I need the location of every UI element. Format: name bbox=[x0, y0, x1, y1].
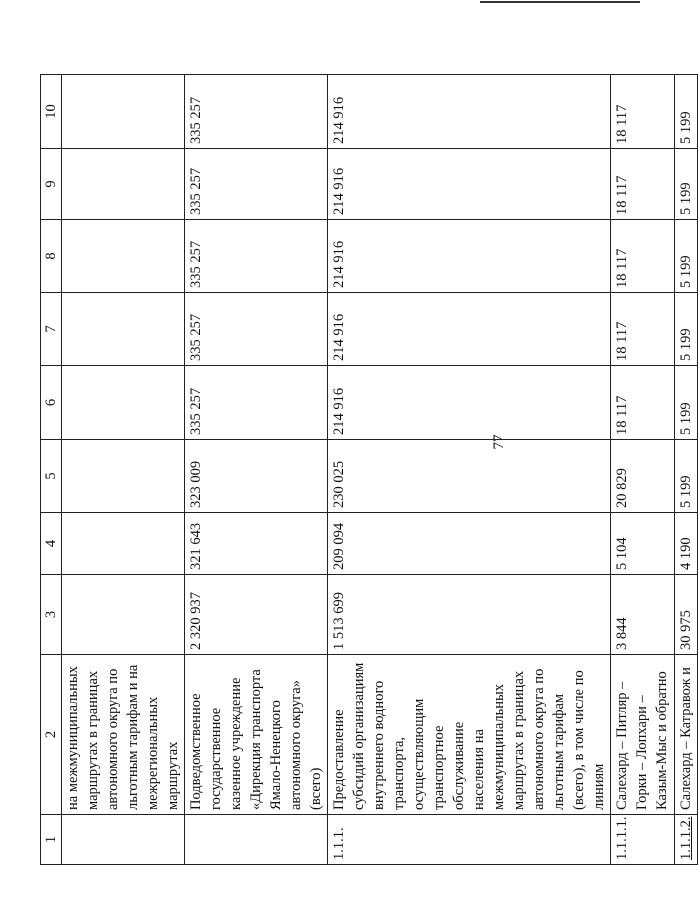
cell-value: 3 844 bbox=[611, 575, 675, 655]
cell-value: 321 643 bbox=[185, 513, 328, 575]
col-header: 7 bbox=[41, 293, 62, 366]
col-header: 9 bbox=[41, 149, 62, 220]
row-name: Салехард – Питляр – Горки – Лопхари – Казым-Мыс и обратно bbox=[611, 655, 675, 815]
cell-value: 335 257 bbox=[185, 220, 328, 293]
page-number: 77 bbox=[491, 434, 507, 450]
cell-value: 214 916 bbox=[328, 366, 611, 440]
cell-value: 4 190 bbox=[675, 513, 698, 575]
cell-value: 18 117 bbox=[611, 149, 675, 220]
cell-value: 323 009 bbox=[185, 440, 328, 513]
cell-value: 214 916 bbox=[328, 149, 611, 220]
cell-value: 209 094 bbox=[328, 513, 611, 575]
table-row bbox=[62, 75, 185, 865]
cell-value: 20 829 bbox=[611, 440, 675, 513]
cell-value: 230 025 bbox=[328, 440, 611, 513]
col-header: 10 bbox=[41, 75, 62, 149]
row-name: Предоставление субсидий организациям внутреннего водного транспорта, осуществляющим транспортное обслуживание населения на межмуниципальных маршрутах в границах автономного округа по льготным тарифам (всего), в том числе по линиям bbox=[328, 655, 611, 815]
cell-value: 1 513 699 bbox=[328, 575, 611, 655]
cell-value: 18 117 bbox=[611, 220, 675, 293]
cell-value: 335 257 bbox=[185, 149, 328, 220]
cell-value bbox=[62, 75, 185, 149]
row-code bbox=[185, 815, 328, 865]
row-code: 1.1.1.1. bbox=[611, 815, 675, 865]
cell-value: 214 916 bbox=[328, 220, 611, 293]
header-rule bbox=[480, 1, 640, 3]
cell-value: 5 199 bbox=[675, 220, 698, 293]
cell-value bbox=[62, 440, 185, 513]
row-code bbox=[62, 815, 185, 865]
cell-value: 2 320 937 bbox=[185, 575, 328, 655]
col-header: 8 bbox=[41, 220, 62, 293]
header-row bbox=[41, 75, 62, 865]
rotated-table-wrapper bbox=[40, 75, 694, 865]
cell-value bbox=[62, 293, 185, 366]
cell-value: 335 257 bbox=[185, 366, 328, 440]
cell-value bbox=[62, 575, 185, 655]
cell-value bbox=[62, 220, 185, 293]
row-name: Подведомственное государственное казенное учреждение «Дирекция транспорта Ямало-Ненецкого автономного округа» (всего) bbox=[185, 655, 328, 815]
budget-table bbox=[40, 74, 698, 865]
table-row bbox=[675, 75, 698, 865]
col-header: 3 bbox=[41, 575, 62, 655]
cell-value: 214 916 bbox=[328, 75, 611, 149]
row-name: на межмуниципальных маршрутах в границах автономного округа по льготным тарифам и на межрегиональных маршрутах bbox=[62, 655, 185, 815]
cell-value: 214 916 bbox=[328, 293, 611, 366]
cell-value: 335 257 bbox=[185, 75, 328, 149]
cell-value: 18 117 bbox=[611, 293, 675, 366]
cell-value bbox=[62, 366, 185, 440]
col-header: 1 bbox=[41, 815, 62, 865]
cell-value bbox=[62, 513, 185, 575]
cell-value: 335 257 bbox=[185, 293, 328, 366]
cell-value: 5 199 bbox=[675, 440, 698, 513]
table-row bbox=[328, 75, 611, 865]
cell-value: 5 199 bbox=[675, 149, 698, 220]
cell-value: 18 117 bbox=[611, 366, 675, 440]
row-code: 1.1.1. bbox=[328, 815, 611, 865]
col-header: 4 bbox=[41, 513, 62, 575]
col-header: 5 bbox=[41, 440, 62, 513]
cell-value bbox=[62, 149, 185, 220]
col-header: 6 bbox=[41, 366, 62, 440]
cell-value: 18 117 bbox=[611, 75, 675, 149]
cell-value: 5 199 bbox=[675, 293, 698, 366]
table-row bbox=[185, 75, 328, 865]
row-code: 1.1.1.2. bbox=[675, 815, 698, 865]
table-row bbox=[611, 75, 675, 865]
cell-value: 30 975 bbox=[675, 575, 698, 655]
row-name: Салехард – Катравож и bbox=[675, 655, 698, 815]
cell-value: 5 199 bbox=[675, 366, 698, 440]
cell-value: 5 199 bbox=[675, 75, 698, 149]
col-header: 2 bbox=[41, 655, 62, 815]
cell-value: 5 104 bbox=[611, 513, 675, 575]
